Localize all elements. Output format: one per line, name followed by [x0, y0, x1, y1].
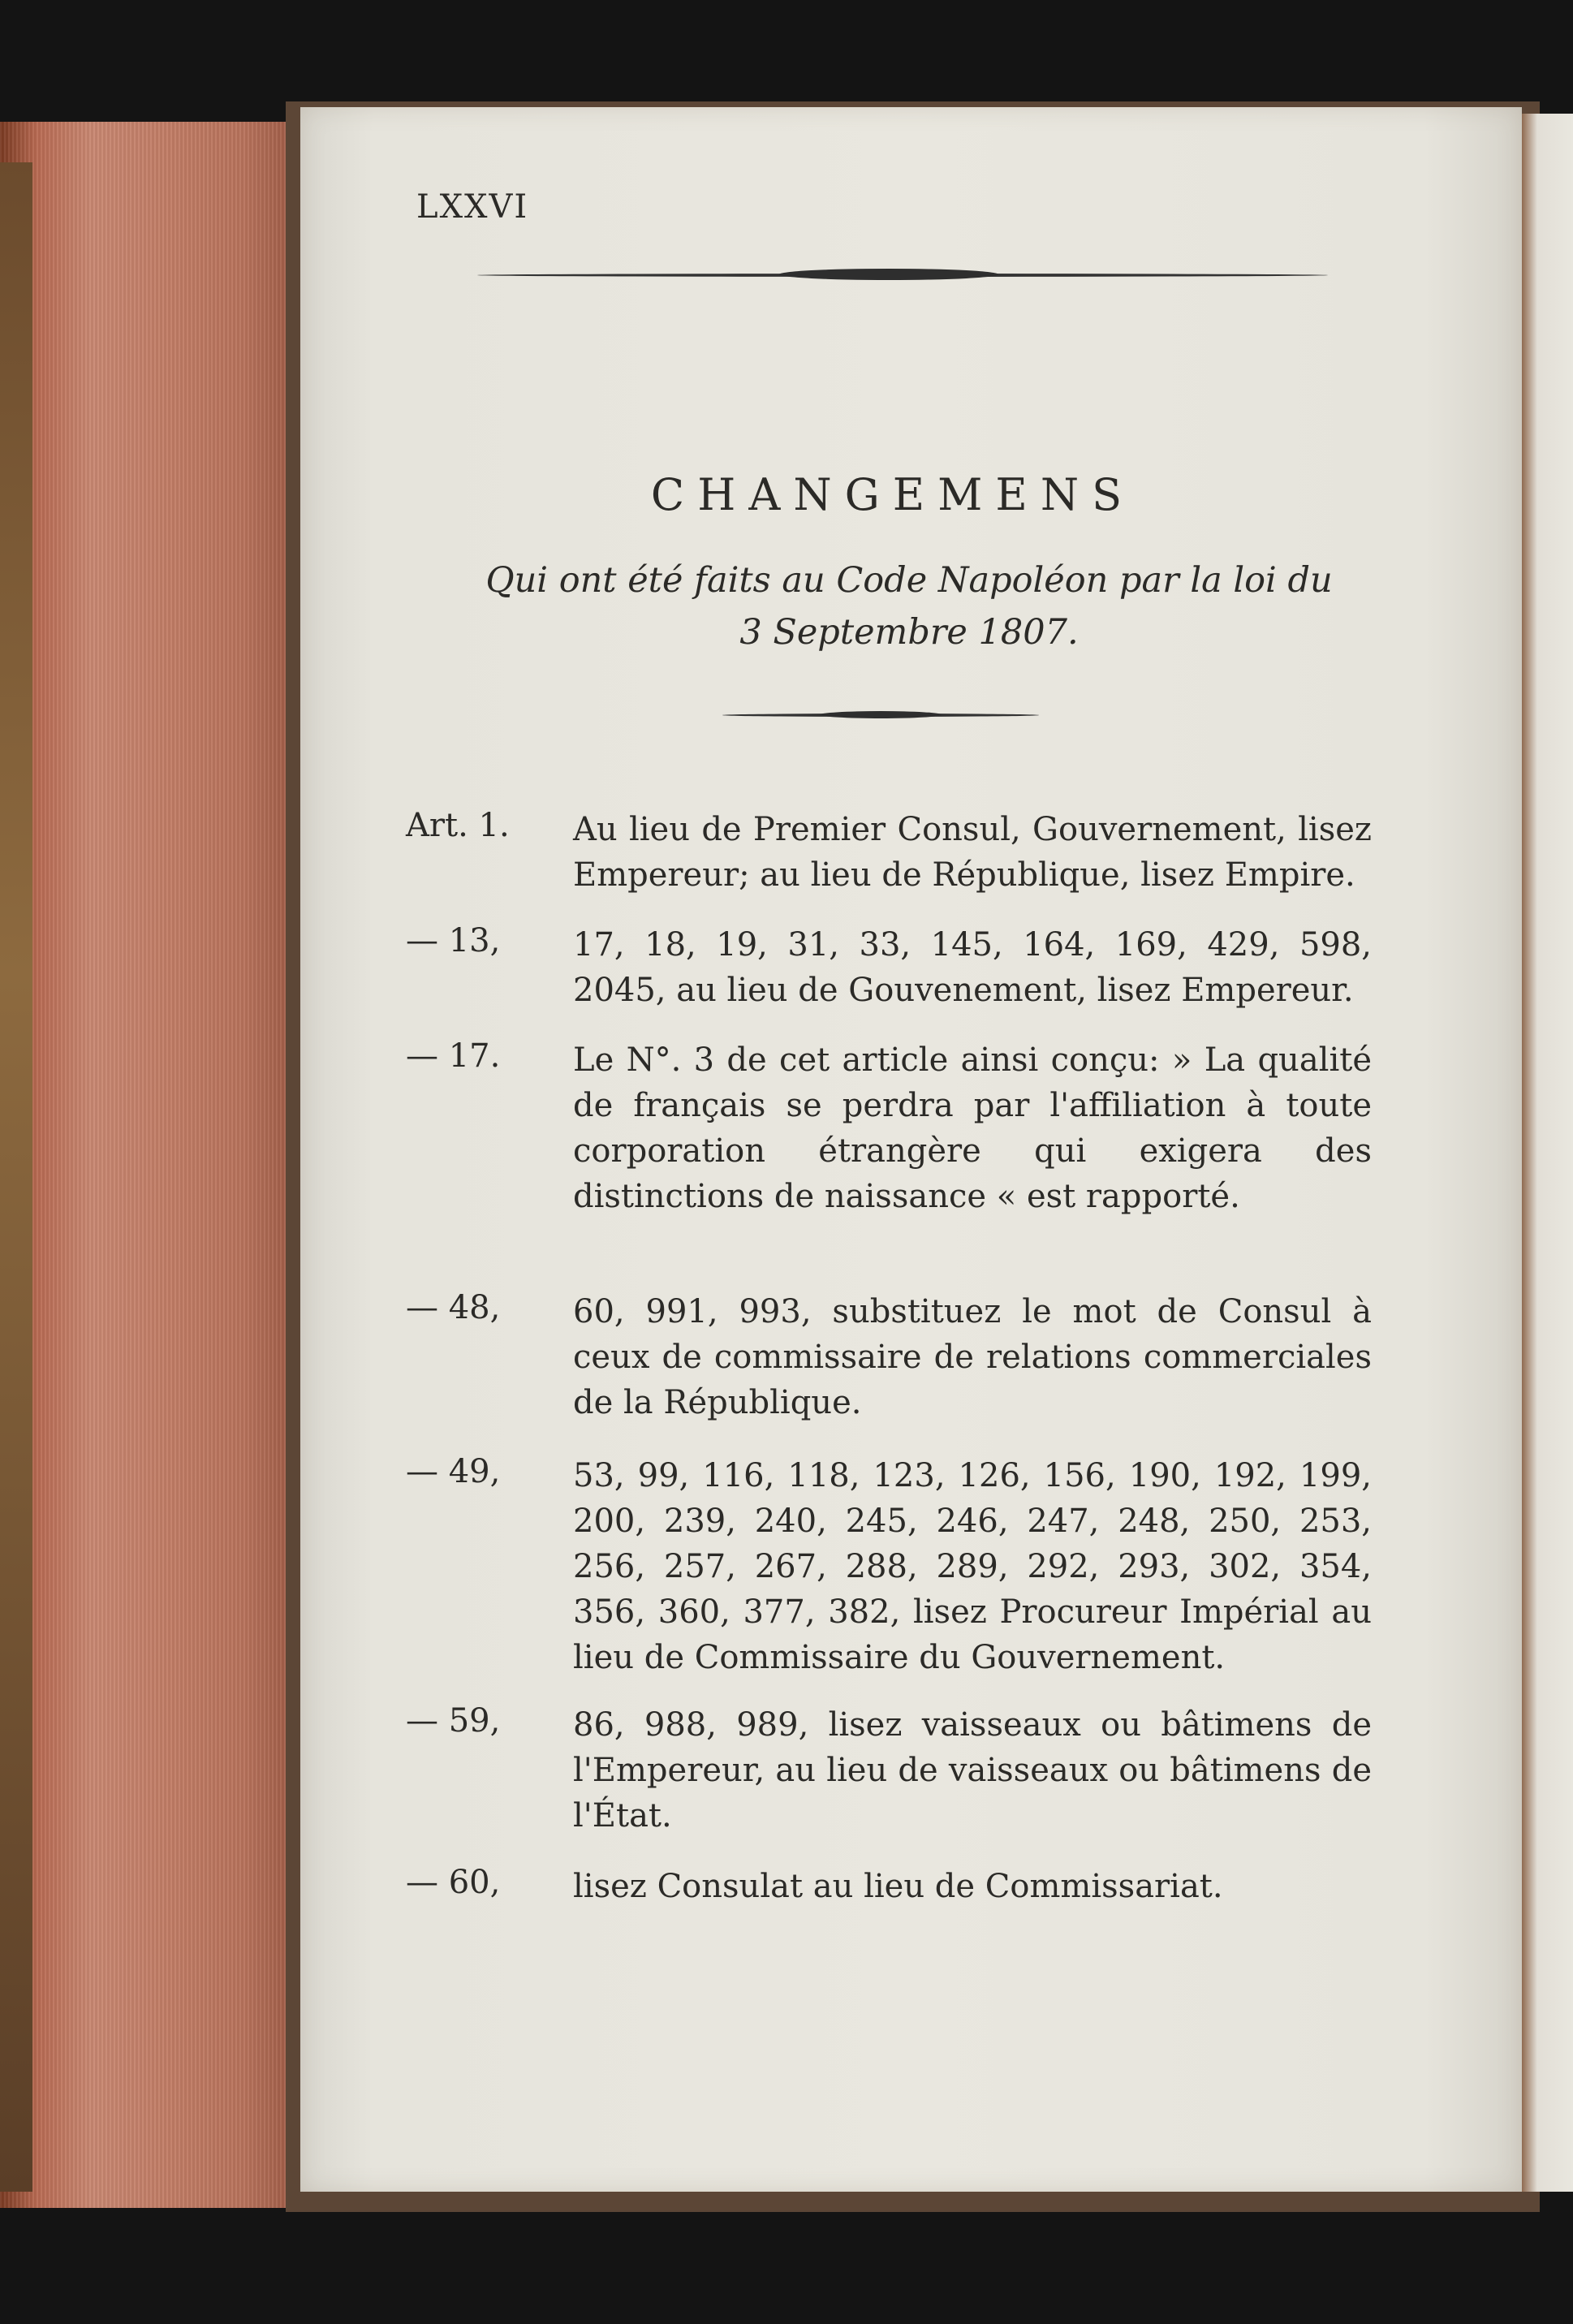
book-page-edges — [0, 122, 304, 2208]
book-cover-edge — [0, 162, 32, 2192]
article-label: — 48, — [406, 1289, 501, 1326]
article-label: — 49, — [406, 1453, 501, 1490]
article-text: 86, 988, 989, lisez vaisseaux ou bâtimens de l'Empereur, au lieu de vaisseaux ou bâtimens de l'État. — [573, 1706, 1372, 1835]
page-number: LXXVI — [416, 188, 529, 226]
header-rule-ornament — [779, 269, 998, 280]
article-text: Au lieu de Premier Consul, Gouvernement, lisez Empereur; au lieu de République, lisez Empire. — [573, 811, 1372, 894]
article-label: Art. 1. — [406, 807, 510, 844]
page-title: CHANGEMENS — [650, 469, 1136, 520]
article-text: 60, 991, 993, substituez le mot de Consul à ceux de commissaire de relations commerciales de la République. — [573, 1293, 1372, 1421]
facing-page-edge — [1522, 114, 1573, 2192]
article-text: Le N°. 3 de cet article ainsi conçu: » La qualité de français se perdra par l'affiliation à toute corporation étrangère qui exigera des distinctions de naissance « est rapporté. — [573, 1041, 1372, 1215]
subtitle-line-1: Qui ont été faits au Code Napoléon par la loi du — [485, 560, 1333, 601]
title-rule-ornament — [820, 711, 942, 718]
article-text: 53, 99, 116, 118, 123, 126, 156, 190, 192, 199, 200, 239, 240, 245, 246, 247, 248, 250, 253, 256, 257, 267, 288, 289, 292, 293, 302, 354, 356, 360, 377, 382, lisez Procureur Impérial au lieu de Commissaire du Gouvernement. — [573, 1457, 1372, 1676]
article-text: lisez Consulat au lieu de Commissariat. — [573, 1868, 1223, 1905]
article-label: — 59, — [406, 1702, 501, 1740]
article-label: — 13, — [406, 922, 501, 959]
article-label: — 17. — [406, 1037, 501, 1075]
article-label: — 60, — [406, 1864, 501, 1901]
subtitle-line-2: 3 Septembre 1807. — [739, 612, 1079, 653]
article-text: 17, 18, 19, 31, 33, 145, 164, 169, 429, 598, 2045, au lieu de Gouvenement, lisez Empereur. — [573, 926, 1372, 1009]
